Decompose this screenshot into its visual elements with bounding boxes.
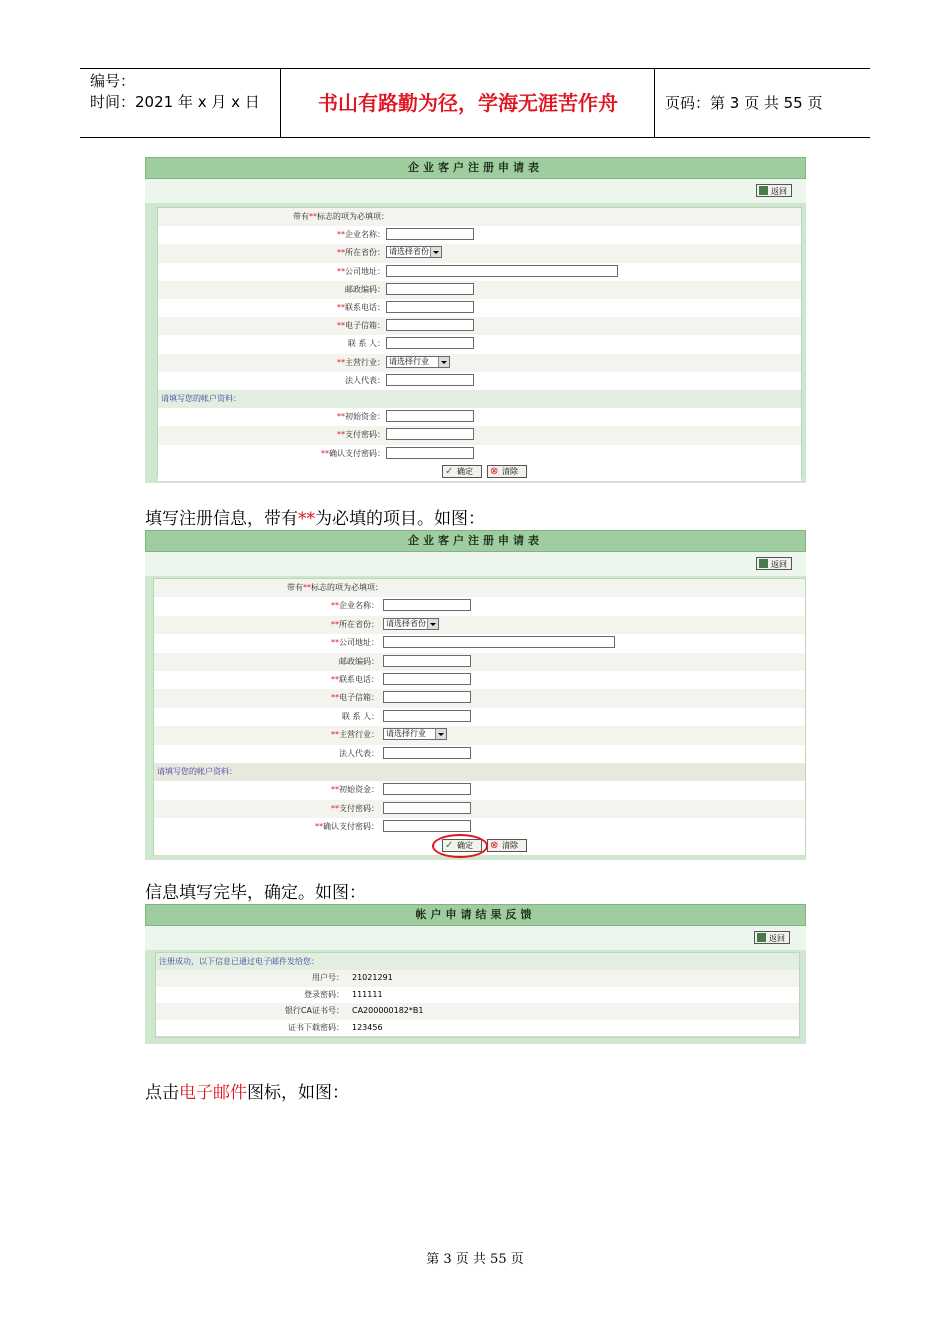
result-row — [156, 1020, 799, 1038]
field-label: 联 系 人： — [347, 339, 385, 349]
chevron-down-icon — [435, 729, 446, 739]
text-input[interactable] — [386, 374, 474, 386]
result-toolbar — [145, 926, 806, 950]
text-input[interactable] — [386, 337, 474, 349]
field-label: **公司地址： — [331, 638, 379, 648]
form-row — [158, 354, 801, 373]
field-label: 法人代表： — [345, 375, 385, 385]
account-section-row — [154, 763, 805, 782]
select-dropdown[interactable]: 请选择省份 — [386, 246, 442, 258]
field-label: **所在省份： — [331, 619, 379, 629]
text-input[interactable] — [383, 691, 471, 703]
field-label: **公司地址： — [337, 266, 385, 276]
form-title: 企业客户注册申请表 — [145, 157, 806, 179]
field-label: 邮政编码： — [339, 656, 379, 666]
check-icon: ✓ — [445, 465, 454, 477]
confirm-button[interactable]: ✓ 确定 — [442, 839, 482, 852]
back-icon — [759, 559, 768, 568]
form-row — [154, 671, 805, 690]
result-label: 用户号： — [312, 973, 344, 982]
field-label: **确认支付密码： — [321, 448, 385, 458]
form-toolbar — [145, 179, 806, 203]
field-label: **联系电话： — [331, 675, 379, 684]
success-message: 注册成功，以下信息已通过电子邮件发给您： — [159, 957, 319, 966]
required-note: 带有**标志的项为必填项： — [287, 583, 383, 592]
form-row — [158, 226, 801, 245]
account-section-label: 请填写您的帐户资料： — [161, 394, 241, 403]
form-row — [154, 597, 805, 616]
result-body — [155, 952, 800, 1038]
header-page-info: 页码：第 3 页 共 55 页 — [665, 94, 823, 112]
result-row — [156, 970, 799, 988]
field-label: **初始资金： — [337, 412, 385, 422]
text-input[interactable] — [386, 319, 474, 331]
form-row — [154, 653, 805, 672]
form-row — [158, 408, 801, 427]
result-value: CA200000182*B1 — [352, 1006, 424, 1015]
text-input[interactable] — [383, 599, 471, 611]
form-row — [154, 726, 805, 745]
form-row — [154, 818, 805, 837]
form-row — [158, 299, 801, 318]
clear-button[interactable]: ⊗ 清除 — [487, 465, 527, 478]
caption-email: 点击电子邮件图标，如图： — [145, 1083, 349, 1103]
registration-form-1 — [145, 157, 806, 483]
check-icon: ✓ — [445, 839, 454, 851]
form-row — [154, 689, 805, 708]
form-row — [154, 745, 805, 764]
form-row — [154, 781, 805, 800]
text-input[interactable] — [383, 655, 471, 667]
time-label: 时间：2021 年 x 月 x 日 — [90, 93, 260, 111]
password-input[interactable] — [383, 783, 471, 795]
form-title: 企业客户注册申请表 — [145, 530, 806, 552]
clear-button[interactable]: ⊗ 清除 — [487, 839, 527, 852]
field-label: **支付密码： — [337, 430, 385, 440]
account-section-label: 请填写您的帐户资料： — [157, 767, 237, 776]
form-row — [154, 708, 805, 727]
result-value: 123456 — [352, 1022, 383, 1032]
result-label: 登录密码： — [304, 989, 344, 999]
form-row — [158, 263, 801, 282]
password-input[interactable] — [386, 447, 474, 459]
result-panel — [145, 904, 806, 1044]
text-input[interactable] — [383, 747, 471, 759]
form-row — [158, 317, 801, 336]
field-label: **企业名称： — [331, 601, 379, 611]
text-input[interactable] — [383, 636, 615, 648]
form-row — [154, 634, 805, 653]
field-label: **主营行业： — [331, 730, 379, 740]
field-label: **初始资金： — [331, 785, 379, 795]
select-dropdown[interactable]: 请选择行业 — [383, 728, 447, 740]
field-label: 法人代表： — [339, 748, 379, 758]
text-input[interactable] — [386, 283, 474, 295]
select-dropdown[interactable]: 请选择省份 — [383, 618, 439, 630]
form-row — [158, 445, 801, 464]
text-input[interactable] — [386, 301, 474, 313]
form-row — [154, 616, 805, 635]
header-motto: 书山有路勤为径，学海无涯苦作舟 — [282, 69, 655, 137]
back-button[interactable]: 返回 — [756, 184, 792, 197]
field-label: 联 系 人： — [341, 711, 379, 721]
field-label: **支付密码： — [331, 803, 379, 813]
text-input[interactable] — [383, 673, 471, 685]
result-value: 111111 — [352, 989, 383, 999]
field-label: 邮政编码： — [345, 284, 385, 294]
password-input[interactable] — [383, 802, 471, 814]
form-row — [158, 426, 801, 445]
caption-confirm: 信息填写完毕，确定。如图： — [145, 883, 366, 903]
header-meta — [80, 69, 281, 137]
back-icon — [757, 933, 766, 942]
result-value: 21021291 — [352, 973, 393, 982]
result-label: 银行CA证书号： — [284, 1006, 344, 1015]
registration-form-2 — [145, 530, 806, 860]
highlight-circle — [432, 834, 488, 858]
field-label: **联系电话： — [337, 303, 385, 312]
caption-fill-info: 填写注册信息，带有**为必填的项目。如图： — [145, 509, 485, 529]
field-label: **确认支付密码： — [315, 822, 379, 832]
field-label: **电子信箱： — [337, 321, 385, 331]
chevron-down-icon — [430, 247, 441, 257]
password-input[interactable] — [383, 820, 471, 832]
form-row — [154, 800, 805, 819]
result-title: 帐户申请结果反馈 — [145, 904, 806, 926]
back-icon — [759, 186, 768, 195]
button-row — [158, 463, 801, 482]
required-note: 带有**标志的项为必填项： — [293, 212, 389, 221]
chevron-down-icon — [427, 619, 438, 629]
page-header — [80, 68, 870, 138]
field-label: **企业名称： — [337, 230, 385, 240]
back-button[interactable]: 返回 — [754, 931, 790, 944]
form-row — [158, 281, 801, 300]
code-label: 编号： — [90, 72, 136, 90]
password-input[interactable] — [386, 410, 474, 422]
select-dropdown[interactable]: 请选择行业 — [386, 356, 450, 368]
confirm-button[interactable]: ✓ 确定 — [442, 465, 482, 478]
form-toolbar — [145, 552, 806, 576]
close-icon: ⊗ — [490, 839, 499, 851]
form-row — [158, 335, 801, 354]
text-input[interactable] — [383, 710, 471, 722]
form-body — [157, 207, 802, 477]
form-body — [153, 578, 806, 856]
success-row — [156, 953, 799, 971]
password-input[interactable] — [386, 428, 474, 440]
form-row — [158, 372, 801, 391]
page-footer: 第 3 页 共 55 页 — [426, 1252, 524, 1267]
result-row — [156, 987, 799, 1005]
field-label: **电子信箱： — [331, 693, 379, 703]
required-note-row — [158, 208, 801, 227]
required-note-row — [154, 579, 805, 598]
result-label: 证书下载密码： — [288, 1022, 344, 1032]
back-button[interactable]: 返回 — [756, 557, 792, 570]
text-input[interactable] — [386, 265, 618, 277]
field-label: **所在省份： — [337, 248, 385, 258]
text-input[interactable] — [386, 228, 474, 240]
form-row — [158, 244, 801, 263]
chevron-down-icon — [438, 357, 449, 367]
close-icon: ⊗ — [490, 465, 499, 477]
account-section-row — [158, 390, 801, 409]
button-row — [154, 837, 805, 856]
result-row — [156, 1003, 799, 1021]
field-label: **主营行业： — [337, 357, 385, 367]
